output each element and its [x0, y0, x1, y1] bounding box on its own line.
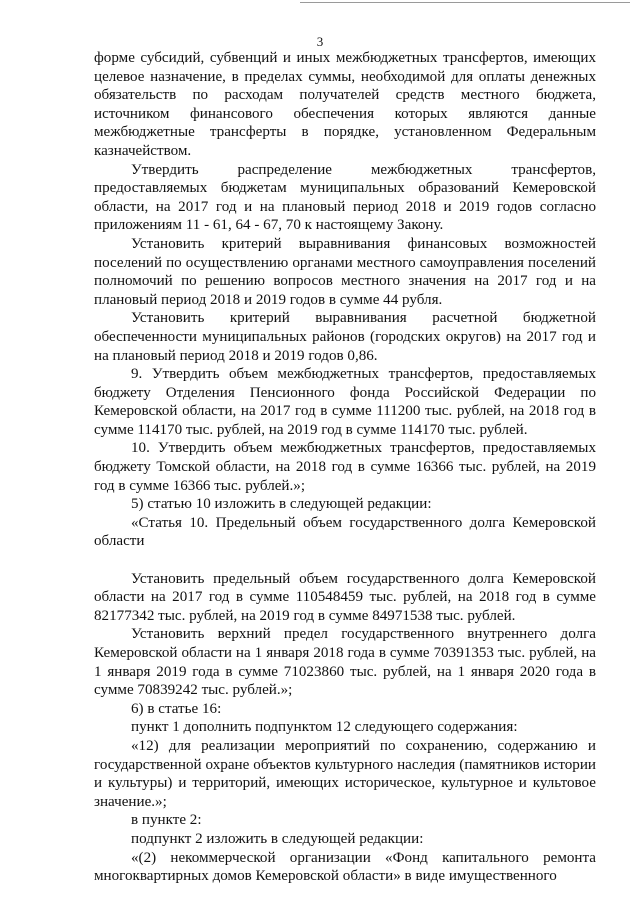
paragraph-districts-criterion: Установить критерий выравнивания расчетной бюджетной обеспеченности муниципальных районов (городских округов) на 2017 год и на плановый период 2018 и 2019 годов 0,86. [94, 310, 596, 364]
paragraph-subpoint-2-text: «(2) некоммерческой организации «Фонд капитального ремонта многоквартирных домов Кемеровской области» в виде имущественного [94, 849, 596, 885]
paragraph-point-2: в пункте 2: [131, 812, 202, 829]
paragraph-settlements-criterion: Установить критерий выравнивания финансовых возможностей поселений по осуществлению органами местного самоуправления поселений полномочий по решению вопросов местного значения на 2017 год и на плановый период 2018 и 2019 годов в сумме 44 рубля. [94, 235, 596, 308]
paragraph-debt-limit: Установить предельный объем государственного долга Кемеровской области на 2017 год в сумме 110548459 тыс. рублей, на 2018 год в сумме 82177342 тыс. рублей, на 2019 год в сумме 84971538 тыс. рублей. [94, 570, 596, 624]
paragraph-upper-limit: Установить верхний предел государственного внутреннего долга Кемеровской области на 1 января 2018 года в сумме 70391353 тыс. рублей, на 1 января 2019 года в сумме 71023860 тыс. рублей, на 1 января 2020 года в сумме 70839242 тыс. рублей.»; [94, 626, 596, 699]
paragraph-subpoint-2: подпункт 2 изложить в следующей редакции: [131, 830, 424, 847]
scan-top-line [300, 2, 630, 3]
blank-line [94, 551, 596, 570]
article-10-heading: «Статья 10. Предельный объем государственного долга Кемеровской области [94, 514, 596, 550]
page-number: 3 [316, 34, 324, 49]
paragraph-item-6: 6) в статье 16: [131, 700, 222, 717]
paragraph-continuation: форме субсидий, субвенций и иных межбюджетных трансфертов, имеющих целевое назначение, в пределах суммы, необходимой для оплаты денежных обязательств по расходам получателей средств местного бюджета, источником финансового обеспечения которых являются данные межбюджетные трансферты в порядке, установленном Федеральным казначейством. [94, 50, 596, 159]
paragraph-item-5: 5) статью 10 изложить в следующей редакции: [131, 496, 432, 513]
paragraph-item-10: 10. Утвердить объем межбюджетных трансфертов, предоставляемых бюджету Томской области, на 2018 год в сумме 16366 тыс. рублей, на 2019 год в сумме 16366 тыс. рублей.»; [94, 440, 596, 494]
paragraph-point-1: пункт 1 дополнить подпунктом 12 следующего содержания: [131, 719, 518, 736]
document-body [94, 49, 596, 886]
paragraph-distribution: Утвердить распределение межбюджетных трансфертов, предоставляемых бюджетам муниципальных образований Кемеровской области, на 2017 год и на плановый период 2018 и 2019 годов согласно приложениям 11 - 61, 64 - 67, 70 к настоящему Закону. [94, 161, 596, 234]
paragraph-item-9: 9. Утвердить объем межбюджетных трансфертов, предоставляемых бюджету Отделения Пенсионного фонда Российской Федерации по Кемеровской области, на 2017 год в сумме 111200 тыс. рублей, на 2018 год в сумме 114170 тыс. рублей, на 2019 год в сумме 114170 тыс. рублей. [94, 366, 596, 438]
paragraph-subitem-12: «12) для реализации мероприятий по сохранению, содержанию и государственной охране объектов культурного наследия (памятников истории и культуры) и территорий, имеющих историческое, культурное и культовое значение.»; [94, 737, 596, 810]
